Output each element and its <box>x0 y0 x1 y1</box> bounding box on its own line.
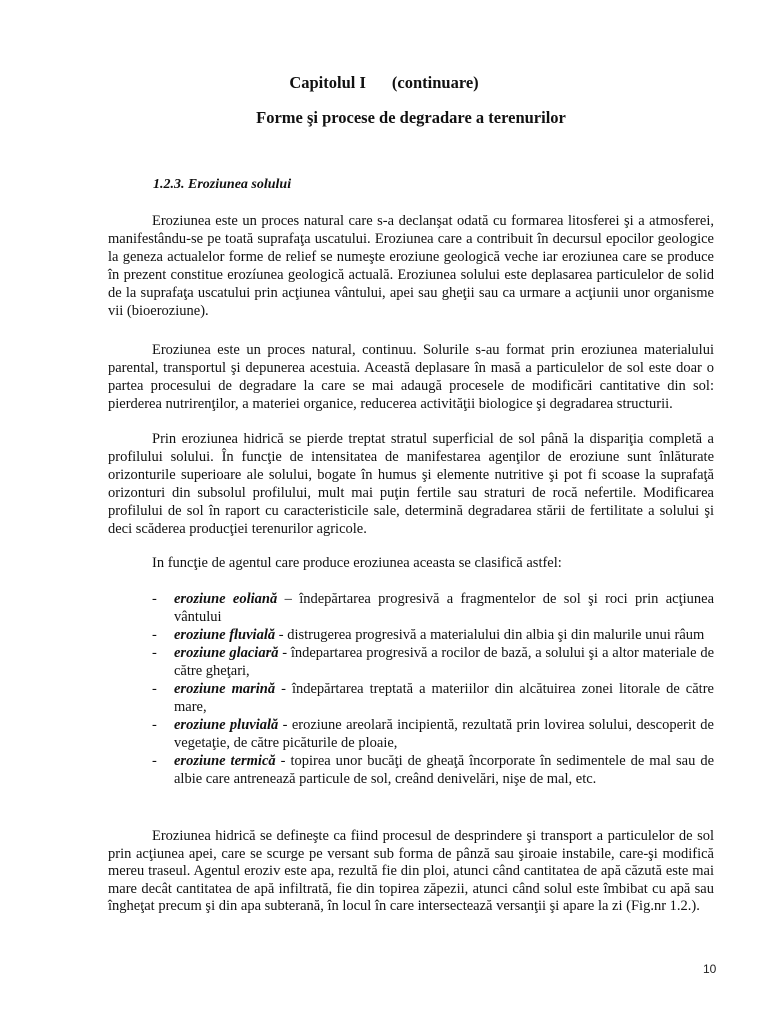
list-item <box>108 626 714 644</box>
list-item <box>108 680 714 716</box>
list-item <box>108 644 714 680</box>
list-item-text: - distrugerea progresivă a materialului din albia şi din malurile unui râum <box>275 627 705 643</box>
list-bullet: - <box>152 681 157 697</box>
list-bullet: - <box>152 591 157 607</box>
list-bullet: - <box>152 753 157 769</box>
erosion-types-list <box>108 590 714 788</box>
list-item-term: eroziune eoliană <box>174 591 278 607</box>
list-bullet: - <box>152 627 157 643</box>
page-number: 10 <box>703 962 717 976</box>
list-item-term: eroziune fluvială <box>174 627 276 643</box>
list-item <box>108 590 714 626</box>
paragraph-4 <box>108 554 714 572</box>
list-item-term: eroziune termică <box>174 753 276 769</box>
list-item-term: eroziune pluvială <box>174 717 279 733</box>
paragraph-1: Eroziunea este un proces natural care s-a declanşat odată cu formarea litosferei şi a atmosferei, manifestându-se pe toată suprafaţa uscatului. Eroziunea care a contribuit în decursul epocilor geologice la geneza actualelor forme de relief se numeşte eroziune geologică veche iar eroziunea care se produce în prezent constitue erozíunea geologică actuală. Eroziunea solului este deplasarea particulelor de solid de la suprafaţa uscatului prin acţiunea vântului, apei sau gheţii sau ca urmare a acţiunii unor organisme vii (bioeroziune). <box>108 213 714 319</box>
chapter-title <box>0 73 768 93</box>
list-item-text: - eroziune areolară incipientă, rezultată prin lovirea solului, descoperit de vegetaţie, de către picăturile de ploaie, <box>174 717 714 751</box>
paragraph-3: Prin eroziunea hidrică se pierde treptat stratul superficial de sol până la dispariţia completă a profilului solului. În funcţie de intensitatea de manifestarea agenţilor de eroziune sunt înlăturate orizonturile superioare ale solului, bogate în humus şi elemente nutritive şi pot fi scoase la suprafaţă orizonturi din subsolul profilului, mult mai puţin fertile sau straturi de rocă nefertile. Modificarea profilului de sol în raport cu caracteristicile sale, determină degradarea stării de fertilitate a solului şi deci scăderea producţiei terenurilor agricole. <box>108 431 714 537</box>
list-item <box>108 716 714 752</box>
list-bullet: - <box>152 717 157 733</box>
list-bullet: - <box>152 645 157 661</box>
chapter-title-suffix: (continuare) <box>391 73 479 92</box>
paragraph-5: Eroziunea hidrică se defineşte ca fiind procesul de desprindere şi transport a particulelor de sol prin acţiunea apei, care se scurge pe versant sub forma de pânză sau şiroaie instabile, care-şi modifică mereu traseul. Agentul eroziv este apa, rezultă fie din ploi, atunci când cantitatea de apă căzută este mai mare decât cantitatea de apă infiltrată, fie din topirea zăpezii, atunci când solul este îmbibat cu apă sau îngheţat precum şi din apa subterană, în locul în care intersectează versanţii şi apare la zi (Fig.nr 1.2.). <box>108 828 714 914</box>
list-item-term: eroziune marină <box>174 681 276 697</box>
chapter-title-text: Capitolul I <box>289 73 366 92</box>
chapter-subtitle: Forme şi procese de degradare a terenurilor <box>256 108 566 127</box>
paragraph-2: Eroziunea este un proces natural, continuu. Solurile s-au format prin eroziunea materialului parental, transportul şi depunerea acestuia. Această deplasare în masă a particulelor de sol este doar o partea procesului de degradare la care se mai adaugă procesele de modificări cantitative din sol: pierderea nutrirenţilor, a materiei organice, reducerea activităţii biologice şi degradarea structurii. <box>108 342 714 412</box>
list-item-text: - topirea unor bucăţi de gheaţă încorporate în sedimentele de mal sau de albie care antrenează particule de sol, creând denivelări, nişe de mal, etc. <box>174 753 715 787</box>
section-heading: 1.2.3. Eroziunea solului <box>153 177 292 192</box>
list-item-text: - îndepartarea progresivă a rocilor de bază, a solului şi a altor materiale de către gheţari, <box>174 645 714 679</box>
list-item-term: eroziune glaciară <box>174 645 279 661</box>
list-item-text: – îndepărtarea progresivă a fragmentelor de sol şi roci prin acţiunea vântului <box>174 591 715 625</box>
list-item-text: - îndepărtarea treptată a materiilor din alcătuirea zonei litorale de către mare, <box>174 681 714 715</box>
list-item <box>108 752 714 788</box>
classification-intro: In funcţie de agentul care produce eroziunea aceasta se clasifică astfel: <box>152 555 562 571</box>
